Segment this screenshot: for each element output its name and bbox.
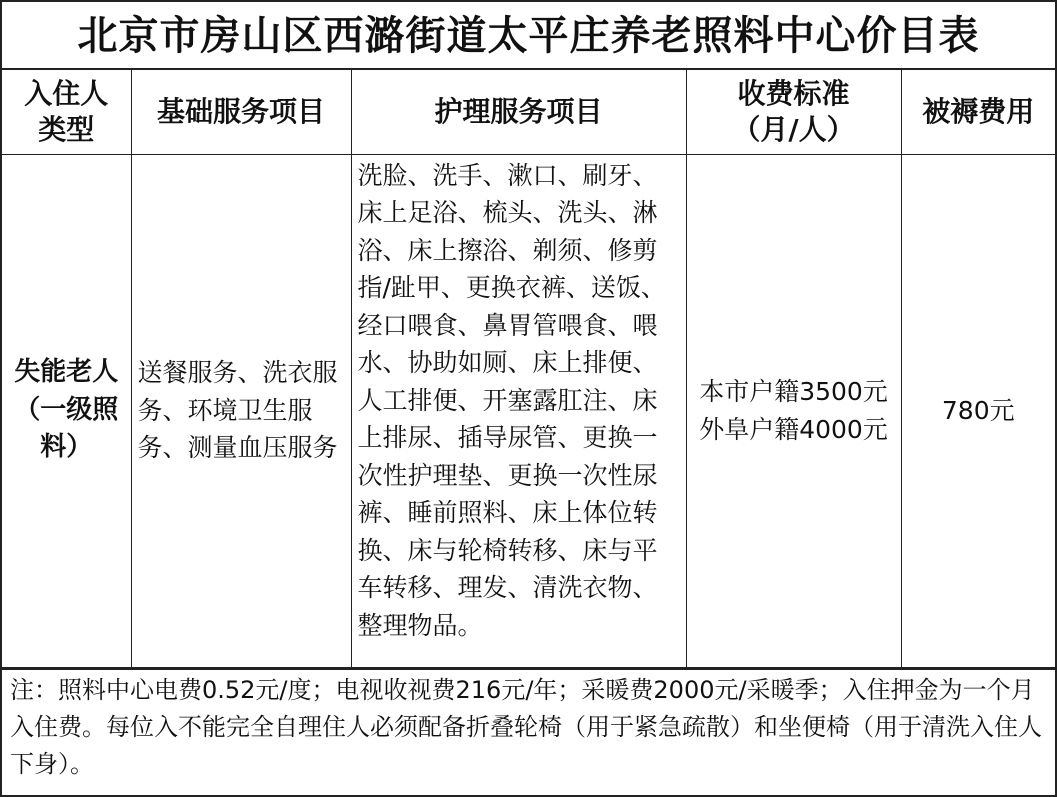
header-care-services: 护理服务项目 [351,70,686,154]
header-resident-type: 入住人类型 [2,70,131,154]
header-fee-standard: 收费标准（月/人） [686,70,901,154]
table-row [2,154,1055,667]
fee-nonlocal: 外阜户籍4000元 [699,414,888,444]
resident-type-cell: 失能老人（一级照料） [2,154,131,667]
header-basic-services: 基础服务项目 [131,70,351,154]
price-table [2,70,1055,668]
page-title: 北京市房山区西潞街道太平庄养老照料中心价目表 [2,2,1055,70]
header-bedding-fee: 被褥费用 [901,70,1055,154]
table-header-row [2,70,1055,154]
fee-local: 本市户籍3500元 [699,377,888,406]
fee-standard-cell [686,154,901,667]
footnote: 注：照料中心电费0.52元/度；电视收视费216元/年；采暖费2000元/采暖季；入住押金为一个月入住费。每位入不能完全自理住人必须配备折叠轮椅（用于紧急疏散）和坐便椅（用于清洗入住人下身）。 [2,668,1055,785]
bedding-fee-cell: 780元 [901,154,1055,667]
basic-services-cell: 送餐服务、洗衣服务、环境卫生服务、测量血压服务 [131,154,351,667]
care-services-cell: 洗脸、洗手、漱口、刷牙、床上足浴、梳头、洗头、淋浴、床上擦浴、剃须、修剪指/趾甲、更换衣裤、送饭、经口喂食、鼻胃管喂食、喂水、协助如厕、床上排便、人工排便、开塞露肛注、床上排尿、插导尿管、更换一次性护理垫、更换一次性尿裤、睡前照料、床上体位转换、床与轮椅转移、床与平车转移、理发、清洗衣物、整理物品。 [351,154,686,667]
